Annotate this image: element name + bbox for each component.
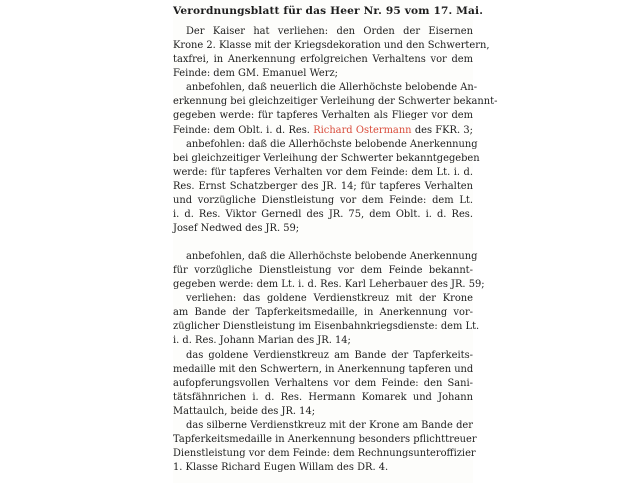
text-line: Der Kaiser hat verliehen: den Orden der Eisernen bbox=[186, 26, 473, 37]
text-line: medaille mit den Schwertern, in Anerkennung tapferen und bbox=[173, 364, 474, 375]
text-line: erkennung bei gleichzeitiger Verleihung der Schwerter bekannt- bbox=[173, 96, 498, 107]
highlighted-name: Richard Ostermann bbox=[313, 125, 412, 136]
text-line: am Bande der Tapferkeitsmedaille, in Anerkennung vor- bbox=[173, 307, 473, 318]
text-line: Dienstleistung vor dem Feinde: dem Rechnungsunteroffizier bbox=[173, 448, 476, 459]
text-line: taxfrei, in Anerkennung erfolgreichen Verhaltens vor dem bbox=[173, 54, 473, 65]
text-line: bei gleichzeitiger Verleihung der Schwerter bekanntgegeben bbox=[173, 153, 480, 164]
text-line: anbefohlen, daß die Allerhöchste belobende Anerkennung bbox=[186, 251, 478, 262]
text-line: züglicher Dienstleistung im Eisenbahnkriegsdienste: dem Lt. bbox=[173, 321, 480, 332]
text-line: 1. Klasse Richard Eugen Willam des DR. 4. bbox=[173, 462, 389, 473]
text-line: i. d. Res. Viktor Gernedl des JR. 75, dem Oblt. i. d. Res. bbox=[173, 209, 473, 220]
text-line: gegeben werde: dem Lt. i. d. Res. Karl Leherbauer des JR. 59; bbox=[173, 279, 485, 290]
text-line: Krone 2. Klasse mit der Kriegsdekoration und den Schwertern, bbox=[173, 40, 490, 51]
text-line: und vorzügliche Dienstleistung vor dem Feinde: dem Lt. bbox=[173, 195, 473, 206]
text-fragment: Feinde: dem Oblt. i. d. Res. bbox=[173, 125, 310, 136]
text-line: tätsfähnrichen i. d. Res. Hermann Komarek und Johann bbox=[173, 392, 473, 403]
text-line: anbefohlen, daß neuerlich die Allerhöchste belobende An- bbox=[186, 82, 478, 93]
text-line: Josef Nedwed des JR. 59; bbox=[173, 223, 300, 234]
text-line: Feinde: dem GM. Emanuel Werz; bbox=[173, 68, 339, 79]
text-line: das silberne Verdienstkreuz mit der Krone am Bande der bbox=[186, 420, 473, 431]
text-line: für vorzügliche Dienstleistung vor dem Feinde bekannt- bbox=[173, 265, 473, 276]
text-line-highlighted-name bbox=[173, 124, 473, 137]
text-line: das goldene Verdienstkreuz am Bande der Tapferkeits- bbox=[186, 350, 473, 361]
text-line: Tapferkeitsmedaille in Anerkennung besonders pflichttreuer bbox=[173, 434, 477, 445]
text-line: werde: für tapferes Verhalten vor dem Feinde: dem Lt. i. d. bbox=[173, 167, 473, 178]
text-line: Res. Ernst Schatzberger des JR. 14; für tapferes Verhalten bbox=[173, 181, 473, 192]
text-line: verliehen: das goldene Verdienstkreuz mit der Krone bbox=[186, 293, 473, 304]
text-line: Mattaulch, beide des JR. 14; bbox=[173, 406, 316, 417]
clipping-heading: Verordnungsblatt für das Heer Nr. 95 vom 17. Mai. bbox=[173, 5, 484, 17]
text-line: aufopferungsvollen Verhaltens vor dem Feinde: den Sani- bbox=[173, 378, 473, 389]
text-line: gegeben werde: für tapferes Verhalten als Flieger vor dem bbox=[173, 110, 473, 121]
text-fragment: des FKR. 3; bbox=[414, 125, 473, 136]
text-line: anbefohlen: daß die Allerhöchste belobende Anerkennung bbox=[186, 139, 478, 150]
text-line: i. d. Res. Johann Marian des JR. 14; bbox=[173, 335, 351, 346]
